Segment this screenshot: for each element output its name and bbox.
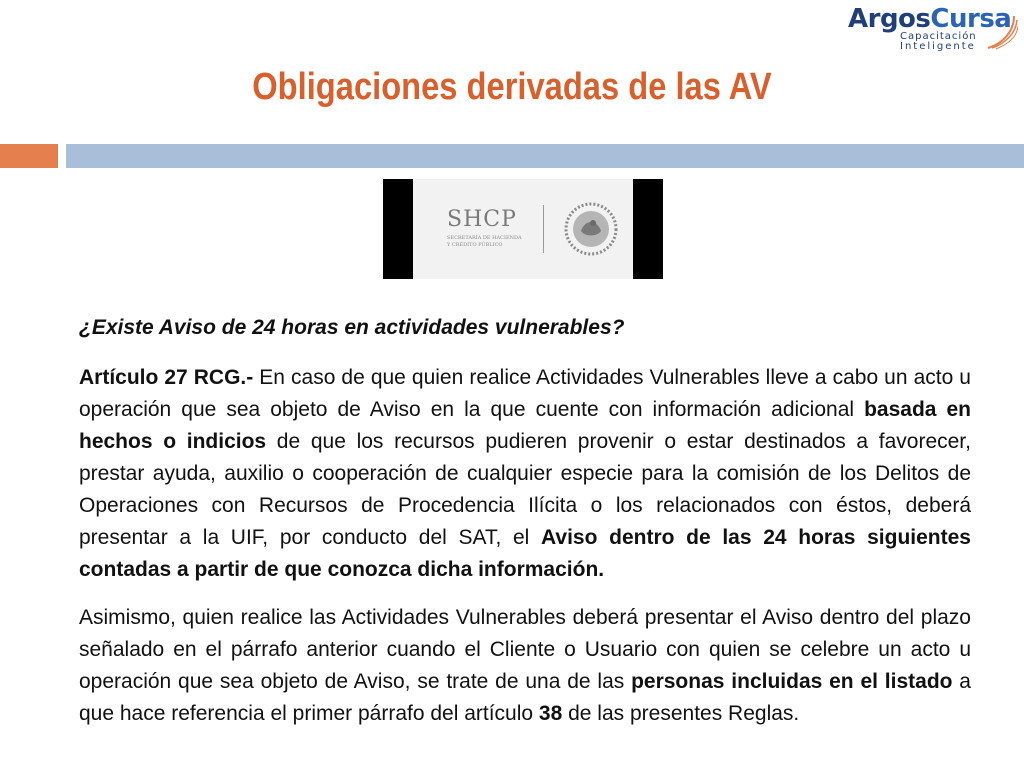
paragraph-asimismo: Asimismo, quien realice las Actividades Vulnerables deberá presentar el Aviso dentro del plazo señalado en el párrafo anterior cuando el Cliente o Usuario con quien se celebre un acto u operación que sea objeto de Aviso, se trate de una de las personas incluidas en el listado a que hace referencia el primer párrafo del artículo 38 de las presentes Reglas. xyxy=(79,606,971,725)
accent-bar-blue xyxy=(66,144,1024,168)
logo-tagline-line2: Inteligente xyxy=(900,41,976,52)
emblem-acronym: SHCP xyxy=(447,207,517,232)
shcp-emblem-image xyxy=(383,179,663,279)
logo-tagline-line1: Capacitación xyxy=(900,31,977,42)
logo-swoosh-icon xyxy=(984,14,1018,50)
emblem-divider xyxy=(543,205,544,253)
slide-title: Obligaciones derivadas de las AV xyxy=(252,66,772,108)
emblem-subtitle: SECRETARÍA DE HACIENDA Y CRÉDITO PÚBLICO xyxy=(447,235,522,248)
national-seal-icon xyxy=(563,201,619,257)
paragraph-article-27: Artículo 27 RCG.- En caso de que quien realice Actividades Vulnerables lleve a cabo un acto u operación que sea objeto de Aviso en la que cuente con información adicional basada en hechos o indicios de que los recursos pudieren provenir o estar destinados a favorecer, prestar ayuda, auxilio o cooperación de cualquier especie para la comisión de los Delitos de Operaciones con Recursos de Procedencia Ilícita o los relacionados con éstos, deberá presentar a la UIF, por conducto del SAT, el Aviso dentro de las 24 horas siguientes contadas a partir de que conozca dicha información. xyxy=(79,366,971,581)
slide-content xyxy=(79,312,971,746)
emblem-panel xyxy=(413,179,633,279)
logo-wordmark: ArgosCursa xyxy=(848,4,1012,34)
company-logo xyxy=(848,6,1018,50)
accent-bar-orange xyxy=(0,144,58,168)
question-heading: ¿Existe Aviso de 24 horas en actividades vulnerables? xyxy=(79,316,625,339)
